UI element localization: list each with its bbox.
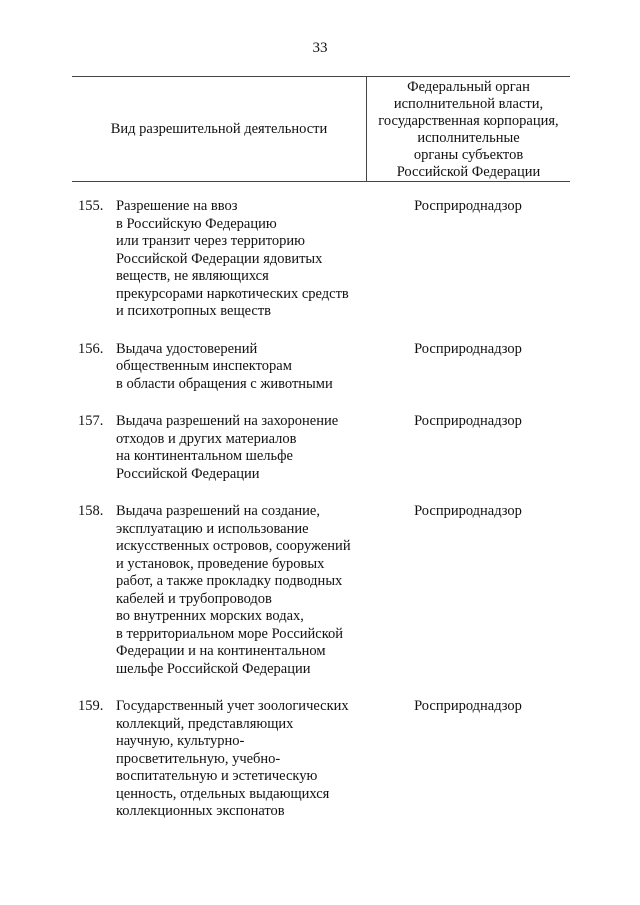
row-number: 159. (78, 698, 104, 714)
header-authority-line: Российской Федерации (396, 164, 541, 180)
header-authority-line: исполнительной власти, (393, 96, 544, 112)
description-line: в области обращения с животными (116, 375, 333, 392)
description-line: и установок, проведение буровых (116, 555, 325, 572)
description-line: в Российскую Федерацию (116, 215, 277, 232)
table-row (72, 503, 570, 678)
description-line: работ, а также прокладку подводных (116, 573, 343, 589)
header-authority-line: органы субъектов (413, 147, 524, 163)
description-line: коллекций, представляющих (116, 715, 294, 732)
description-line: в территориальном море Российской (116, 625, 344, 642)
description-line: Выдача разрешений на создание, (116, 503, 320, 519)
description-line: Выдача удостоверений (116, 340, 258, 357)
table-row (72, 341, 570, 394)
description-line: Государственный учет зоологических (116, 698, 349, 714)
description-line: веществ, не являющихся (116, 268, 269, 284)
description-line: Федерации и на континентальном (116, 643, 326, 659)
header-authority-line: государственная корпорация, (378, 113, 559, 129)
table-header (72, 76, 570, 182)
description-line: Российской Федерации ядовитых (116, 250, 323, 267)
table-row (72, 198, 570, 321)
row-agency: Росприроднадзор (414, 698, 522, 714)
description-line: Разрешение на ввоз (116, 198, 238, 214)
description-line: Выдача разрешений на захоронение (116, 413, 339, 429)
description-line: кабелей и трубопроводов (116, 590, 272, 607)
description-line: отходов и других материалов (116, 430, 297, 447)
table-body (72, 198, 570, 841)
description-line: во внутренних морских водах, (116, 608, 304, 624)
row-agency: Росприроднадзор (414, 340, 522, 357)
page-number: 33 (312, 40, 328, 56)
description-line: просветительную, учебно- (116, 750, 281, 767)
table-row (72, 413, 570, 483)
row-description (116, 341, 366, 394)
row-agency: Росприроднадзор (414, 503, 522, 519)
row-description (116, 198, 366, 321)
row-number: 155. (78, 198, 104, 214)
description-line: шельфе Российской Федерации (116, 660, 311, 677)
header-activity-type (72, 77, 366, 181)
description-line: воспитательную и эстетическую (116, 768, 318, 784)
table-row (72, 698, 570, 821)
header-authority-line: исполнительные (417, 130, 520, 146)
description-line: или транзит через территорию (116, 233, 306, 249)
row-description (116, 503, 366, 678)
header-authority (367, 79, 570, 181)
row-agency: Росприроднадзор (414, 413, 522, 429)
description-line: эксплуатацию и использование (116, 520, 309, 537)
row-agency: Росприроднадзор (414, 198, 522, 214)
description-line: общественным инспекторам (116, 358, 292, 374)
description-line: и психотропных веществ (116, 303, 272, 319)
header-activity-type-label: Вид разрешительной деятельности (110, 121, 328, 137)
description-line: прекурсорами наркотических средств (116, 285, 349, 302)
row-number: 156. (78, 340, 104, 357)
header-authority-line: Федеральный орган (407, 79, 530, 95)
description-line: научную, культурно- (116, 733, 245, 749)
row-description (116, 413, 366, 483)
description-line: Российской Федерации (116, 465, 260, 482)
row-number: 157. (78, 413, 104, 429)
row-number: 158. (78, 503, 104, 519)
row-description (116, 698, 366, 821)
description-line: искусственных островов, сооружений (116, 538, 351, 554)
description-line: ценность, отдельных выдающихся (116, 785, 330, 802)
description-line: коллекционных экспонатов (116, 803, 285, 819)
description-line: на континентальном шельфе (116, 448, 293, 464)
